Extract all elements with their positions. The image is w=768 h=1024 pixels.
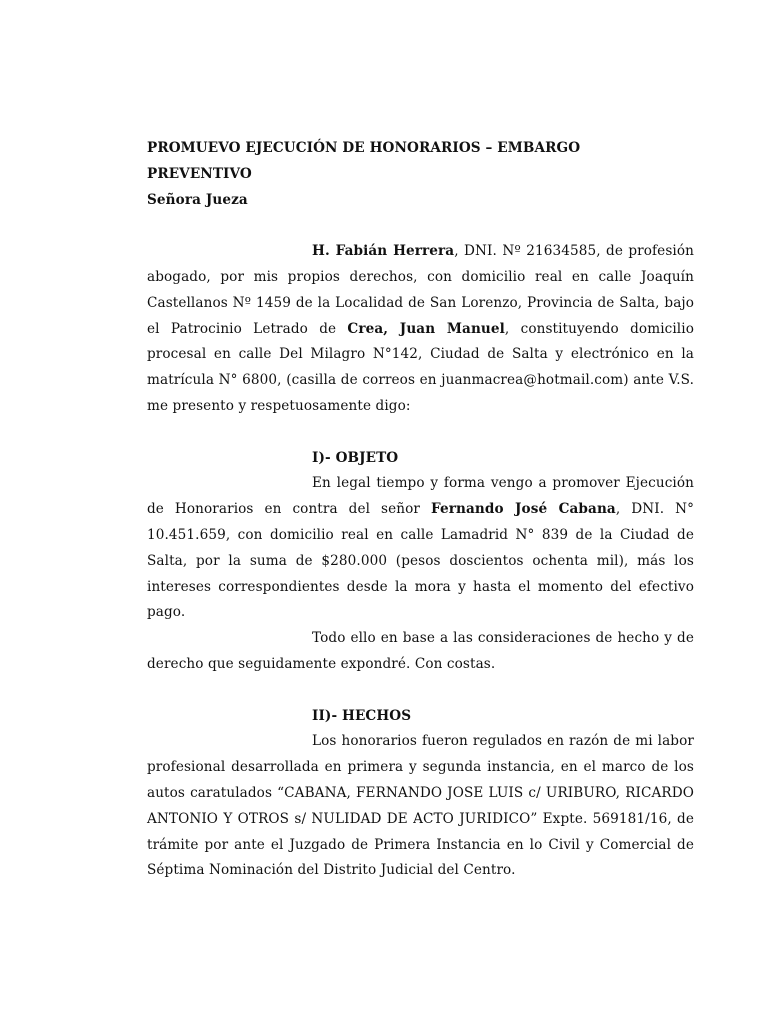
objeto-text-part2: , DNI. N° 10.451.659, con domicilio real en calle Lamadrid N° 839 de la Ciudad de Salta, por la suma de $280.000 (pesos doscientos ochenta mil), más los intereses correspondientes desde la mora y hasta el momento del efectivo pago. [147, 501, 694, 621]
section-heading-hechos: II)- HECHOS [312, 707, 412, 724]
spacer [147, 420, 694, 446]
intro-text-part1: , DNI. Nº 21634585, de profesión abogado, por mis propios derechos, con domicilio real en calle Joaquín Castellanos Nº 1459 de la Localidad de San Lorenzo, Provincia de Salta, bajo el Patrocinio Letrado de [147, 243, 694, 337]
document-title-line2: PREVENTIVO [147, 165, 252, 182]
defendant-name: Fernando José Cabana [430, 501, 616, 518]
intro-text-part2: , constituyendo domicilio procesal en calle Del Milagro N°142, Ciudad de Salta y electrónico en la matrícula N° 6800, (casilla de correos en juanmacrea@hotmail.com) ante V.S. me presento y respetuosamente digo: [147, 320, 694, 414]
document-body [147, 136, 694, 884]
objeto-text-part1: En legal tiempo y forma vengo a promover Ejecución de Honorarios en contra del señor [147, 475, 694, 518]
spacer [147, 213, 694, 239]
section-heading-objeto: I)- OBJETO [312, 449, 399, 466]
lawyer-name: Crea, Juan Manuel [347, 320, 505, 337]
petitioner-name: H. Fabián Herrera [312, 243, 455, 260]
greeting: Señora Jueza [147, 191, 248, 208]
intro-paragraph [147, 239, 694, 420]
document-title-line1: PROMUEVO EJECUCIÓN DE HONORARIOS – EMBARGO [147, 140, 581, 156]
spacer [147, 678, 694, 704]
objeto-paragraph-2: Todo ello en base a las consideraciones de hecho y de derecho que seguidamente expondré. Con costas. [147, 630, 694, 672]
hechos-paragraph-1: Los honorarios fueron regulados en razón de mi labor profesional desarrollada en primera y segunda instancia, en el marco de los autos caratulados “CABANA, FERNANDO JOSE LUIS c/ URIBURO, RICARDO ANTONIO Y OTROS s/ NULIDAD DE ACTO JURIDICO” Expte. 569181/16, de trámite por ante el Juzgado de Primera Instancia en lo Civil y Comercial de Séptima Nominación del Distrito Judicial del Centro. [147, 733, 694, 879]
objeto-paragraph-1 [147, 471, 694, 626]
